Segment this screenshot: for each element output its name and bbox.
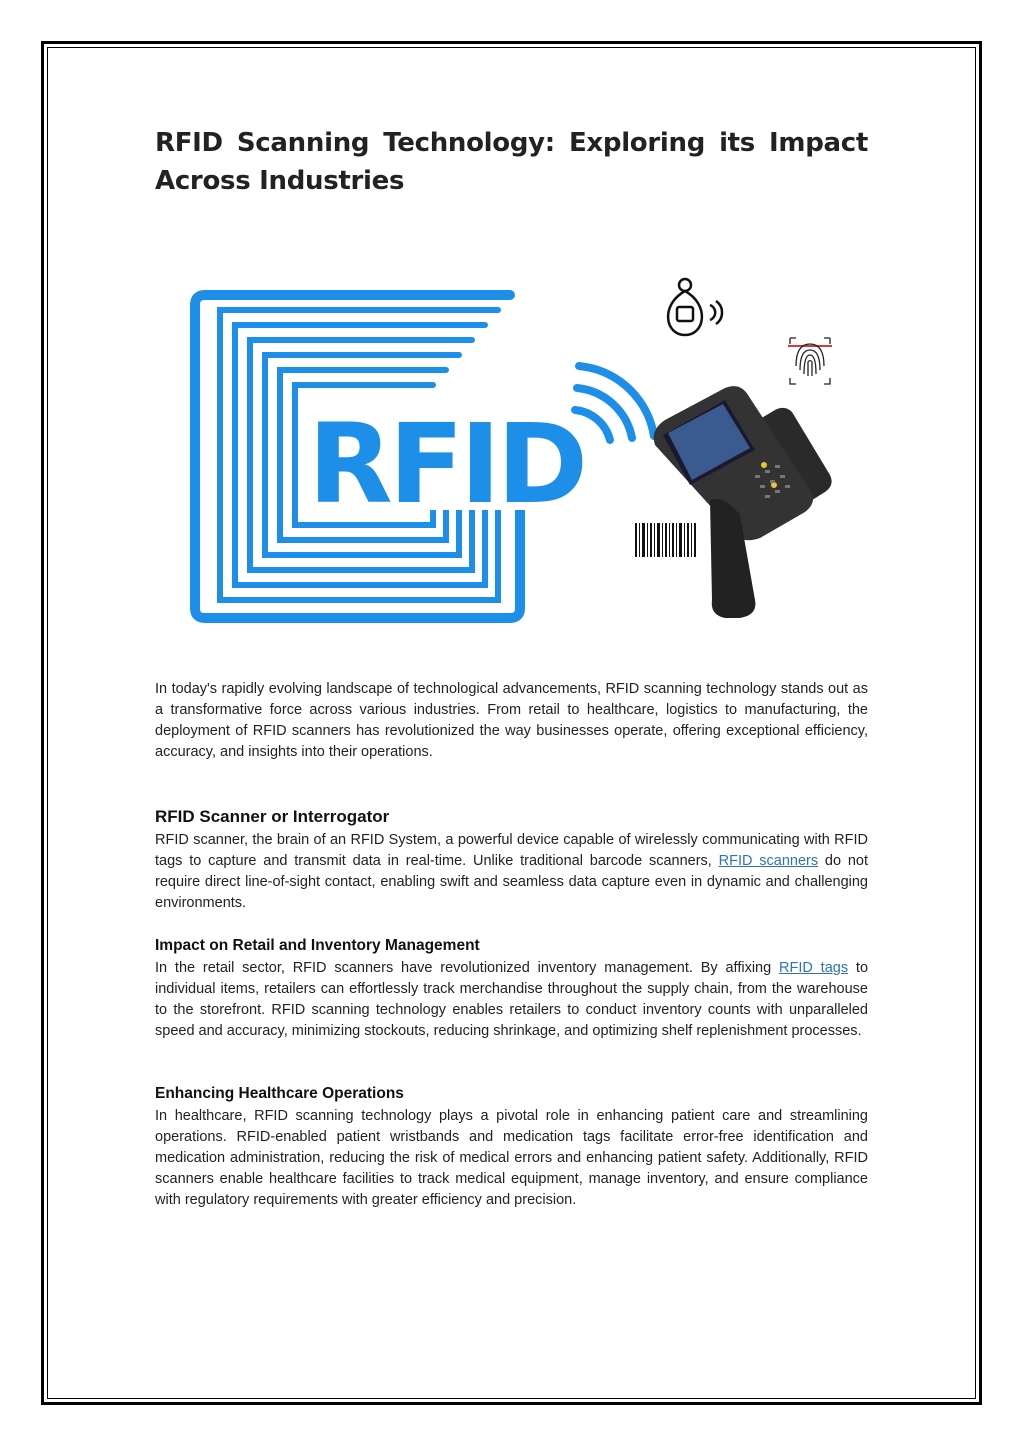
page-title: RFID Scanning Technology: Exploring its Impact Across Industries: [155, 128, 868, 196]
section-text: do not require direct line-of-sight contact, enabling swift and seamless data capture even in dynamic and challenging environments.: [155, 853, 869, 911]
barcode-icon: [635, 523, 696, 557]
fingerprint-icon: [788, 338, 832, 384]
section-paragraph-healthcare: In healthcare, RFID scanning technology plays a pivotal role in enhancing patient care and streamlining operations. RFID-enabled patient wristbands and medication tags facilitate error-free identification and medication administration, reducing the risk of medical errors and enhancing patient safety. Additionally, RFID scanners enable healthcare facilities to track medical equipment, manage inventory, and ensure compliance with regulatory requirements with greater efficiency and precision.: [155, 1108, 868, 1208]
rfid-scanners-link[interactable]: RFID scanners: [718, 853, 819, 869]
section-text: RFID scanner, the brain of an RFID System, a powerful device capable of wirelessly communicating with RFID tags to capture and transmit data in real-time. Unlike traditional barcode scanners,: [155, 832, 868, 869]
rfid-tags-link[interactable]: RFID tags: [779, 960, 849, 976]
rfid-logo-text: RFID: [308, 400, 585, 528]
section-paragraph-scanner: [155, 830, 868, 914]
hero-image: [180, 270, 845, 640]
rfid-tag-icon: [668, 279, 722, 335]
section-heading-healthcare: Enhancing Healthcare Operations: [155, 1085, 404, 1102]
section-text: to individual items, retailers can effortlessly track merchandise throughout the supply chain, from the warehouse to the storefront. RFID scanning technology enables retailers to conduct inventory counts with unparalleled speed and accuracy, minimizing stockouts, reducing shrinkage, and optimizing shelf replenishment processes.: [155, 960, 869, 1039]
section-heading-retail: Impact on Retail and Inventory Management: [155, 937, 480, 954]
section-text: In the retail sector, RFID scanners have revolutionized inventory management. By affixing: [155, 960, 780, 976]
section-heading-scanner: RFID Scanner or Interrogator: [155, 807, 390, 826]
section-paragraph-retail: [155, 958, 868, 1042]
handheld-scanner-image: [654, 386, 832, 618]
intro-paragraph: In today's rapidly evolving landscape of technological advancements, RFID scanning technology stands out as a transformative force across various industries. From retail to healthcare, logistics to manufacturing, the deployment of RFID scanners has revolutionized the way businesses operate, offering exceptional efficiency, accuracy, and insights into their operations.: [155, 681, 868, 760]
